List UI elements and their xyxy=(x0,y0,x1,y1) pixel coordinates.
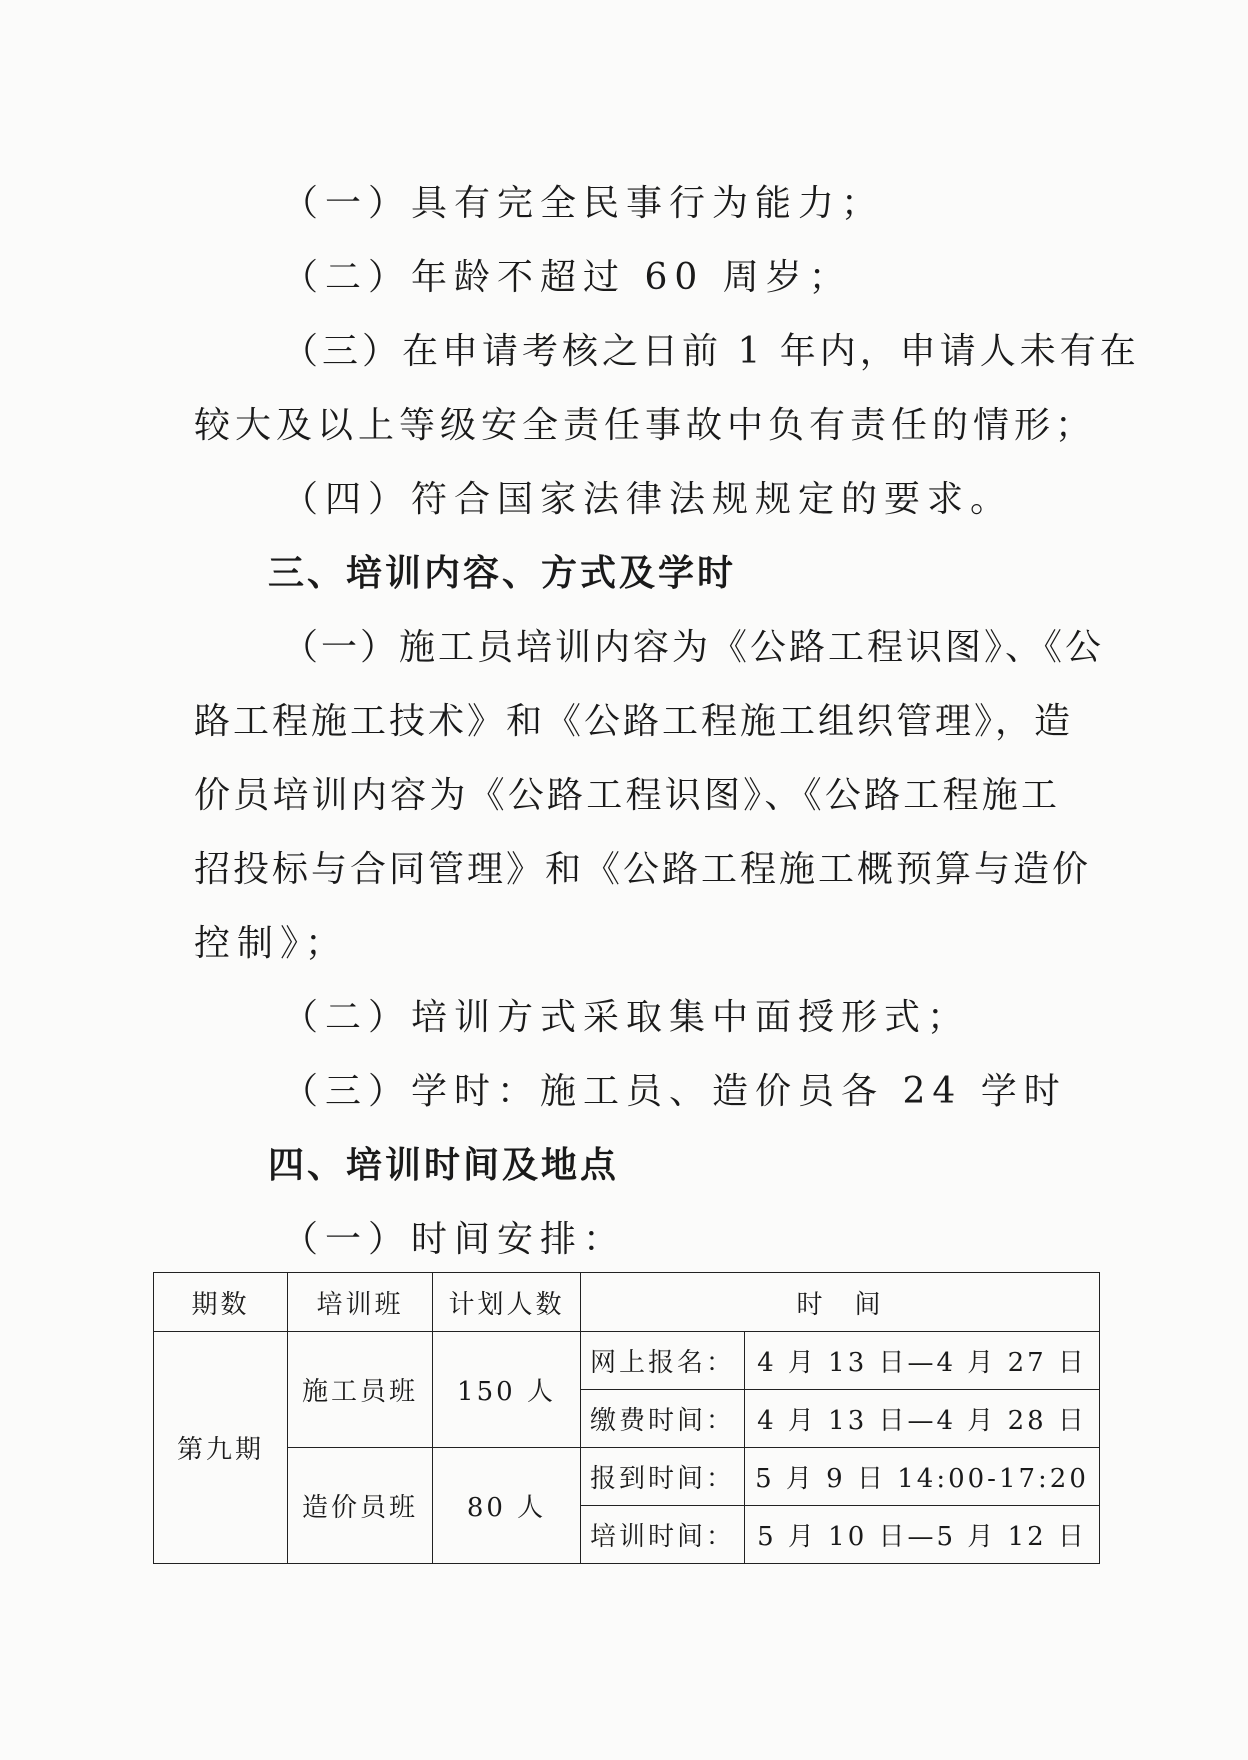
time-label-cell: 培训时间： xyxy=(581,1506,745,1564)
period-cell: 第九期 xyxy=(154,1332,288,1564)
class-count-cell: 150 人 xyxy=(433,1332,581,1448)
item-2: （二）年龄不超过 60 周岁； xyxy=(282,257,852,298)
time-value-cell: 5 月 10 日—5 月 12 日 xyxy=(745,1506,1100,1564)
item-3-line-2: 较大及以上等级安全责任事故中负有责任的情形； xyxy=(194,405,1097,446)
section-3-item-2: （二）培训方式采取集中面授形式； xyxy=(282,997,971,1038)
time-label-cell: 网上报名： xyxy=(581,1332,745,1390)
section-3-item-1-line-3: 价员培训内容为《公路工程识图》、《公路工程施工 xyxy=(194,775,1060,816)
time-value-cell: 4 月 13 日—4 月 27 日 xyxy=(745,1332,1100,1390)
time-value-cell: 4 月 13 日—4 月 28 日 xyxy=(745,1390,1100,1448)
class-name-cell: 施工员班 xyxy=(288,1332,433,1448)
class-count-cell: 80 人 xyxy=(433,1448,581,1564)
table-row xyxy=(154,1448,1100,1506)
class-name-cell: 造价员班 xyxy=(288,1448,433,1564)
section-3-item-1-line-4: 招投标与合同管理》和《公路工程施工概预算与造价 xyxy=(194,849,1092,890)
item-3-line-1: （三）在申请考核之日前 1 年内，申请人未有在 xyxy=(282,331,1140,372)
section-3-item-1-line-2: 路工程施工技术》和《公路工程施工组织管理》，造 xyxy=(194,701,1074,742)
schedule-intro: （一）时间安排： xyxy=(282,1219,627,1260)
section-3-item-1-line-5: 控制》； xyxy=(194,923,349,964)
section-3-heading: 三、培训内容、方式及学时 xyxy=(268,553,737,594)
section-3-item-3: （三）学时：施工员、造价员各 24 学时 xyxy=(282,1071,1067,1112)
section-3-item-1-line-1: （一）施工员培训内容为《公路工程识图》、《公 xyxy=(282,627,1105,668)
header-class: 培训班 xyxy=(288,1273,433,1332)
schedule-table xyxy=(153,1272,1100,1564)
time-value-cell: 5 月 9 日 14:00-17:20 xyxy=(745,1448,1100,1506)
header-count: 计划人数 xyxy=(433,1273,581,1332)
time-label-cell: 报到时间： xyxy=(581,1448,745,1506)
header-time: 时 间 xyxy=(581,1273,1100,1332)
item-4: （四）符合国家法律法规规定的要求。 xyxy=(282,479,1014,520)
item-1: （一）具有完全民事行为能力； xyxy=(282,183,885,224)
table-header-row xyxy=(154,1273,1100,1332)
section-4-heading: 四、培训时间及地点 xyxy=(268,1145,620,1186)
time-label-cell: 缴费时间： xyxy=(581,1390,745,1448)
table-row xyxy=(154,1332,1100,1390)
header-period: 期数 xyxy=(154,1273,288,1332)
